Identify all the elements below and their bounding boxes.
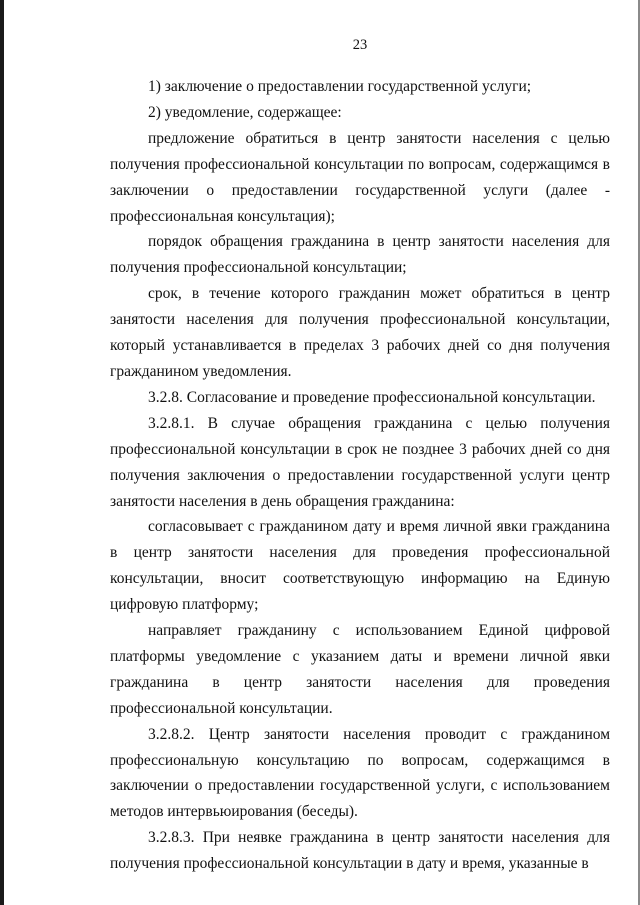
paragraph: 3.2.8.1. В случае обращения гражданина с целью получения профессиональной консультации в срок не позднее 3 рабочих дней со дня получения заключения о предоставлении государственной услуги центр занятости населения в день обращения гражданина: [110,414,610,510]
paragraph: предложение обратиться в центр занятости населения с целью получения профессиональной консультации по вопросам, содержащимся в заключении о предоставлении государственной услуги (далее - профессиональная консультация); [110,129,610,225]
section-heading: 3.2.8. Согласование и проведение профессиональной консультации. [148,388,596,406]
paragraph: срок, в течение которого гражданин может обратиться в центр занятости населения для получения профессиональной консультации, который устанавливается в пределах 3 рабочих дней со дня получения гражданином уведомления. [110,285,610,380]
document-page [110,36,610,877]
paragraph: 3.2.8.2. Центр занятости населения проводит с гражданином профессиональную консультацию по вопросам, содержащимся в заключении о предоставлении государственной услуги, с использованием методов интервьюирования (беседы). [110,725,610,821]
paragraph: порядок обращения гражданина в центр занятости населения для получения профессиональной консультации; [110,233,610,277]
paragraph: 3.2.8.3. При неявке гражданина в центр занятости населения для получения профессиональной консультации в дату и время, указанные в [110,829,610,873]
paragraph: 2) уведомление, содержащее: [148,103,342,121]
paragraph: направляет гражданину с использованием Единой цифровой платформы уведомление с указанием даты и времени личной явки гражданина в центр занятости населения для проведения профессиональной консультации. [110,622,610,717]
paragraph: 1) заключение о предоставлении государственной услуги; [148,78,532,95]
page-number: 23 [352,37,368,53]
scan-left-edge [0,0,4,905]
paragraph: согласовывает с гражданином дату и время личной явки гражданина в центр занятости населения для проведения профессиональной консультации, вносит соответствующую информацию на Единую цифровую платформу; [110,518,610,614]
